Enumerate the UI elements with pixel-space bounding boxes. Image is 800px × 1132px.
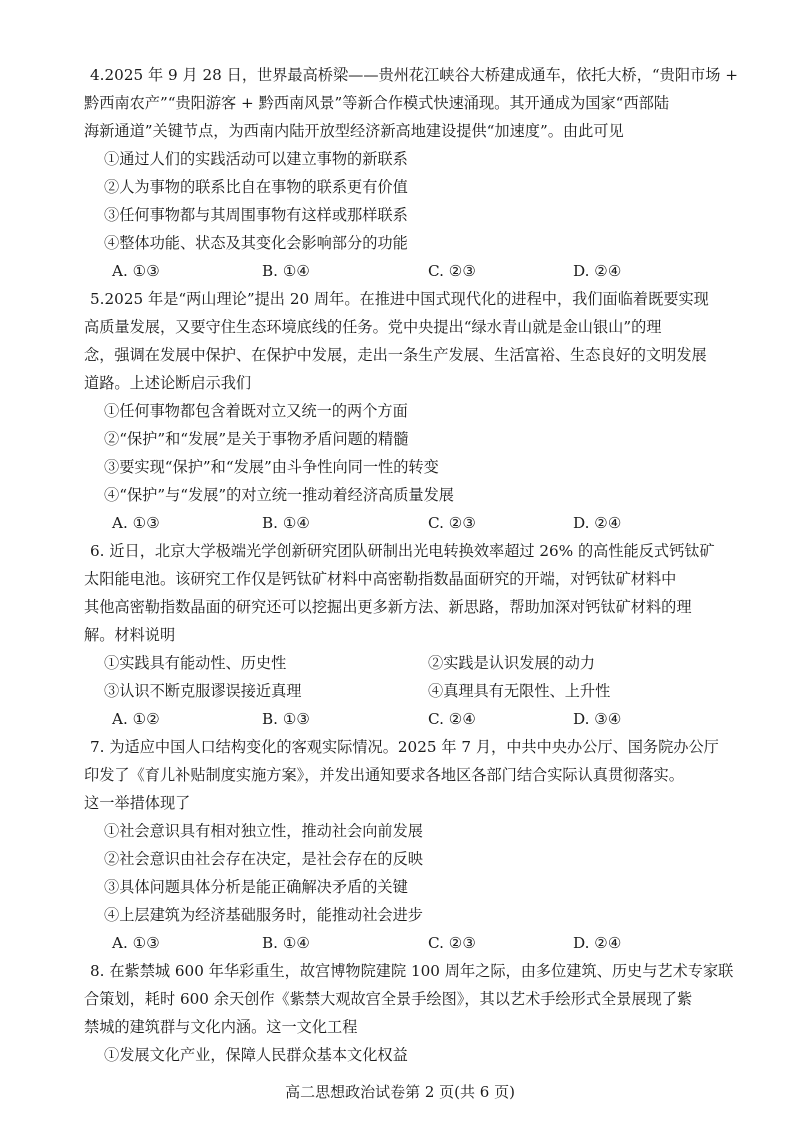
- choice-c: C. ②④: [428, 710, 476, 728]
- page-footer: 高二思想政治试卷第 2 页(共 6 页): [285, 1083, 515, 1101]
- choice-d: D. ②④: [573, 262, 622, 280]
- statement-2: ②实践是认识发展的动力: [428, 654, 596, 672]
- statement-4: ④“保护”与“发展”的对立统一推动着经济高质量发展: [104, 486, 454, 504]
- question-stem-line: 这一举措体现了: [84, 794, 191, 812]
- statement-4: ④真理具有无限性、上升性: [428, 682, 611, 700]
- choice-a: A. ①③: [112, 934, 160, 952]
- choice-c: C. ②③: [428, 514, 476, 532]
- choice-c: C. ②③: [428, 262, 476, 280]
- question-stem-line: 7. 为适应中国人口结构变化的客观实际情况。2025 年 7 月，中共中央办公厅、国务院办公厅: [90, 738, 719, 756]
- choice-a: A. ①③: [112, 514, 160, 532]
- question-stem-line: 黔西南农产”“贵阳游客 + 黔西南风景”等新合作模式快速涌现。其开通成为国家“西部陆: [84, 94, 670, 112]
- statement-1: ①通过人们的实践活动可以建立事物的新联系: [104, 150, 408, 168]
- question-stem-line: 道路。上述论断启示我们: [84, 374, 252, 392]
- choice-a: A. ①②: [112, 710, 160, 728]
- question-stem-line: 太阳能电池。该研究工作仅是钙钛矿材料中高密勒指数晶面研究的开端，对钙钛矿材料中: [84, 570, 677, 588]
- question-stem-line: 高质量发展，又要守住生态环境底线的任务。党中央提出“绿水青山就是金山银山”的理: [84, 318, 662, 336]
- statement-3: ③要实现“保护”和“发展”由斗争性向同一性的转变: [104, 458, 439, 476]
- question-stem-line: 解。材料说明: [84, 626, 176, 644]
- choice-d: D. ②④: [573, 934, 622, 952]
- question-stem-line: 念，强调在发展中保护、在保护中发展，走出一条生产发展、生活富裕、生态良好的文明发展: [84, 346, 707, 364]
- choice-a: A. ①③: [112, 262, 160, 280]
- question-stem-line: 其他高密勒指数晶面的研究还可以挖掘出更多新方法、新思路，帮助加深对钙钛矿材料的理: [84, 598, 692, 616]
- statement-3: ③任何事物都与其周围事物有这样或那样联系: [104, 206, 408, 224]
- statement-2: ②社会意识由社会存在决定，是社会存在的反映: [104, 850, 423, 868]
- question-stem-line: 合策划，耗时 600 余天创作《紫禁大观故宫全景手绘图》，其以艺术手绘形式全景展现了紫: [84, 990, 693, 1008]
- question-stem-line: 印发了《育儿补贴制度实施方案》，并发出通知要求各地区各部门结合实际认真贯彻落实。: [84, 766, 684, 784]
- question-stem-line: 8. 在紫禁城 600 年华彩重生，故宫博物院建院 100 周年之际，由多位建筑、历史与艺术专家联: [90, 962, 734, 980]
- statement-4: ④整体功能、状态及其变化会影响部分的功能: [104, 234, 408, 252]
- statement-1: ①社会意识具有相对独立性，推动社会向前发展: [104, 822, 423, 840]
- choice-b: B. ①④: [262, 934, 311, 952]
- statement-3: ③认识不断克服谬误接近真理: [104, 682, 302, 700]
- statement-1: ①任何事物都包含着既对立又统一的两个方面: [104, 402, 408, 420]
- statement-3: ③具体问题具体分析是能正确解决矛盾的关键: [104, 878, 408, 896]
- question-stem-line: 5.2025 年是“两山理论”提出 20 周年。在推进中国式现代化的进程中，我们面临着既要实现: [90, 290, 709, 308]
- choice-c: C. ②③: [428, 934, 476, 952]
- choice-b: B. ①③: [262, 710, 311, 728]
- statement-1: ①实践具有能动性、历史性: [104, 654, 287, 672]
- statement-2: ②人为事物的联系比自在事物的联系更有价值: [104, 178, 408, 196]
- statement-4: ④上层建筑为经济基础服务时，能推动社会进步: [104, 906, 423, 924]
- choice-d: D. ②④: [573, 514, 622, 532]
- statement-1: ①发展文化产业，保障人民群众基本文化权益: [104, 1046, 408, 1064]
- choice-b: B. ①④: [262, 262, 311, 280]
- choice-d: D. ③④: [573, 710, 622, 728]
- question-stem-line: 4.2025 年 9 月 28 日，世界最高桥梁——贵州花江峡谷大桥建成通车，依托大桥，“贵阳市场 +: [90, 66, 738, 84]
- question-stem-line: 6. 近日，北京大学极端光学创新研究团队研制出光电转换效率超过 26% 的高性能反式钙钛矿: [90, 542, 715, 560]
- question-stem-line: 海新通道”关键节点，为西南内陆开放型经济新高地建设提供“加速度”。由此可见: [84, 122, 624, 140]
- statement-2: ②“保护”和“发展”是关于事物矛盾问题的精髓: [104, 430, 409, 448]
- question-stem-line: 禁城的建筑群与文化内涵。这一文化工程: [84, 1018, 358, 1036]
- choice-b: B. ①④: [262, 514, 311, 532]
